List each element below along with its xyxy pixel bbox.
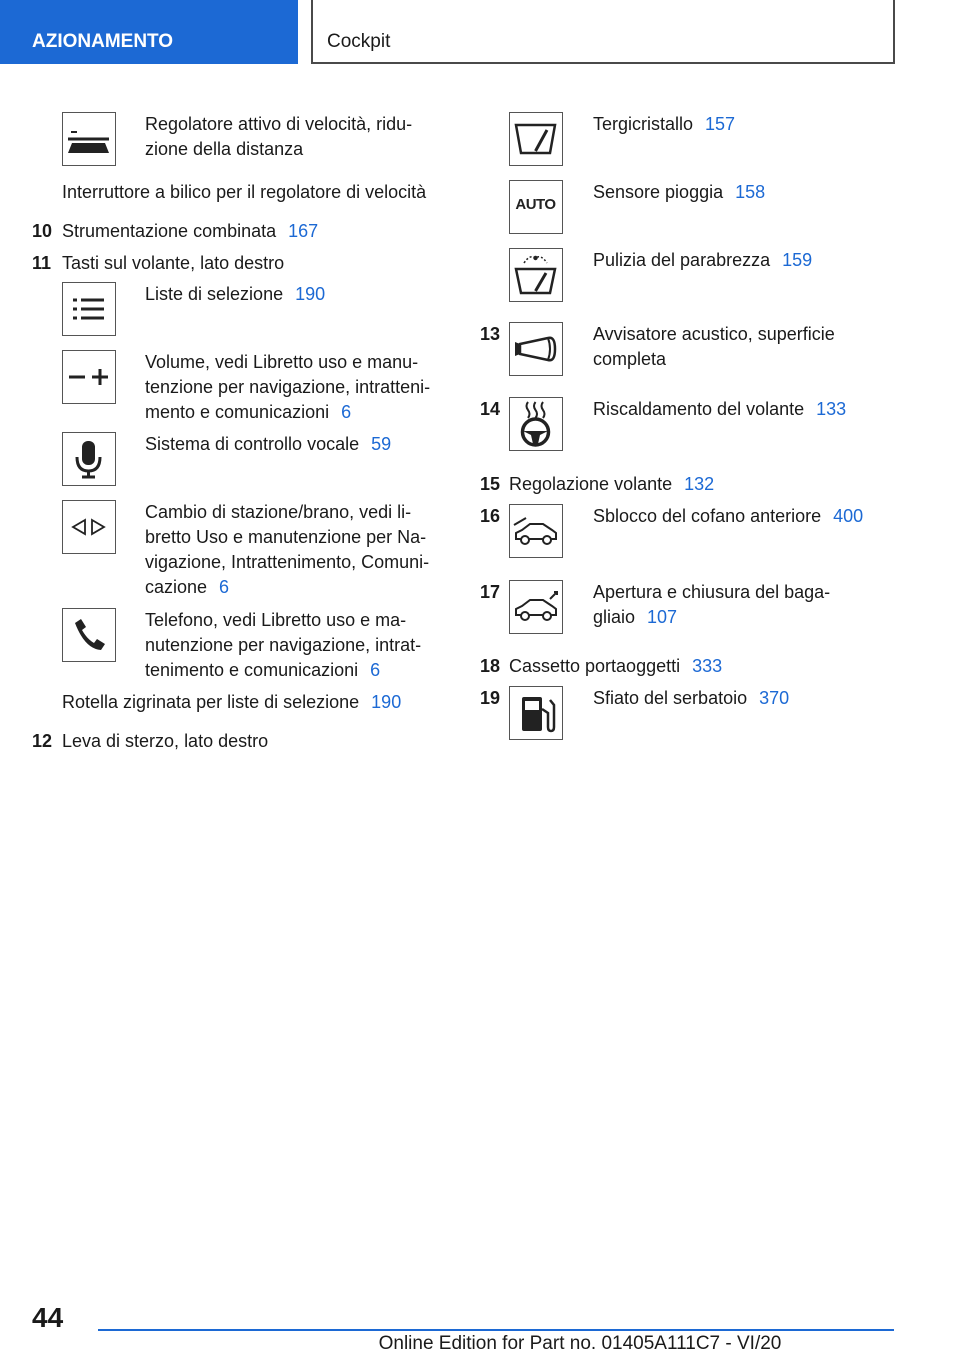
item-text-line: Tergicristallo: [593, 114, 694, 134]
item-text-rotella-zigrinata-per-liste-di-selezione: [62, 690, 401, 715]
item-text-line: Sensore pioggia: [593, 182, 724, 202]
hood-icon: [509, 504, 563, 558]
item-text-sblocco-del-cofano-anteriore: [593, 504, 863, 529]
item-text-line: Strumentazione combinata: [62, 221, 277, 241]
item-number: 18: [480, 656, 501, 676]
item-number: 17: [480, 582, 501, 602]
item-number: 15: [480, 474, 501, 494]
item-text-line: vigazione, Intrattenimento, Comuni-: [145, 552, 430, 572]
trunk-icon: [509, 580, 563, 634]
item-text-line: Cassetto portaoggetti: [509, 656, 681, 676]
item-text-volume-vedi-libretto-uso-e-manu-tenzione: [145, 350, 430, 425]
item-text-line: Sfiato del serbatoio: [593, 688, 748, 708]
auto-icon-label: AUTO: [515, 196, 556, 213]
item-text-leva-di-sterzo-lato-destro: [62, 729, 268, 754]
item-text-line: tenimento e comunicazioni: [145, 660, 359, 680]
page-reference-link[interactable]: 158: [735, 182, 766, 202]
item-text-line: Tasti sul volante, lato destro: [62, 253, 285, 273]
item-number: 10: [32, 221, 53, 241]
item-text-tergicristallo: [593, 112, 735, 137]
item-number: 12: [32, 731, 53, 751]
item-text-regolatore-attivo-di-velocit-ridu-zione-: [145, 112, 412, 162]
item-number: 13: [480, 324, 501, 344]
item-text-line: bretto Uso e manutenzione per Na-: [145, 527, 427, 547]
section-tab: AZIONAMENTO: [0, 0, 298, 64]
page-reference-link[interactable]: 159: [782, 250, 813, 270]
item-number: 14: [480, 399, 501, 419]
volume-icon: [62, 350, 116, 404]
page-reference-link[interactable]: 107: [647, 607, 678, 627]
item-text-line: Rotella zigrinata per liste di selezione: [62, 692, 360, 712]
item-text-apertura-e-chiusura-del-baga-gliaio: [593, 580, 830, 630]
item-text-line: Pulizia del parabrezza: [593, 250, 771, 270]
page-reference-link[interactable]: 6: [219, 577, 230, 597]
page-reference-link[interactable]: 190: [371, 692, 402, 712]
item-text-line: Volume, vedi Libretto uso e manu-: [145, 352, 419, 372]
skip-icon: [62, 500, 116, 554]
item-text-line: Apertura e chiusura del baga-: [593, 582, 831, 602]
item-text-sistema-di-controllo-vocale: [145, 432, 391, 457]
horn-icon: [509, 322, 563, 376]
acc-distance-icon: [62, 112, 116, 166]
item-text-line: zione della distanza: [145, 139, 304, 159]
item-text-line: tenzione per navigazione, intratteni-: [145, 377, 431, 397]
item-text-line: completa: [593, 349, 667, 369]
page-reference-link[interactable]: 167: [288, 221, 319, 241]
item-text-line: Riscaldamento del volante: [593, 399, 805, 419]
item-text-line: Regolatore attivo di velocità, ridu-: [145, 114, 413, 134]
washer-icon: [509, 248, 563, 302]
item-text-line: gliaio: [593, 607, 636, 627]
item-text-sensore-pioggia: [593, 180, 765, 205]
footer-edition: Online Edition for Part no. 01405A111C7 - VI/20: [378, 1333, 782, 1354]
page-reference-link[interactable]: 6: [341, 402, 352, 422]
page-reference-link[interactable]: 333: [692, 656, 723, 676]
item-text-interruttore-a-bilico-per-il-regolatore-: [62, 180, 426, 205]
wiper-icon: [509, 112, 563, 166]
list-icon: [62, 282, 116, 336]
item-text-cambio-di-stazione-brano-vedi-li-bretto-: [145, 500, 429, 600]
item-text-riscaldamento-del-volante: [593, 397, 846, 422]
item-text-line: Leva di sterzo, lato destro: [62, 731, 269, 751]
item-number: 11: [32, 253, 52, 273]
item-number: 19: [480, 688, 501, 708]
item-text-line: mento e comunicazioni: [145, 402, 330, 422]
item-text-strumentazione-combinata: [62, 219, 318, 244]
auto-icon: [509, 180, 563, 234]
item-text-line: Regolazione volante: [509, 474, 673, 494]
item-text-line: Telefono, vedi Libretto uso e ma-: [145, 610, 407, 630]
item-text-line: nutenzione per navigazione, intrat-: [145, 635, 422, 655]
item-text-line: Cambio di stazione/brano, vedi li-: [145, 502, 412, 522]
item-text-line: Liste di selezione: [145, 284, 284, 304]
item-text-tasti-sul-volante-lato-destro: [62, 251, 284, 276]
item-text-liste-di-selezione: [145, 282, 325, 307]
item-number: 16: [480, 506, 501, 526]
item-text-line: Interruttore a bilico per il regolatore di velocità: [62, 182, 427, 202]
page-reference-link[interactable]: 132: [684, 474, 715, 494]
item-text-line: Sblocco del cofano anteriore: [593, 506, 822, 526]
item-text-regolazione-volante: [509, 472, 714, 497]
page-reference-link[interactable]: 400: [833, 506, 864, 526]
item-text-cassetto-portaoggetti: [509, 654, 722, 679]
page-reference-link[interactable]: 190: [295, 284, 326, 304]
page-number: 44: [32, 1302, 64, 1333]
footer-divider: [98, 1329, 894, 1331]
page-reference-link[interactable]: 59: [371, 434, 392, 454]
item-text-line: Avvisatore acustico, superficie: [593, 324, 835, 344]
microphone-icon: [62, 432, 116, 486]
item-text-sfiato-del-serbatoio: [593, 686, 789, 711]
page-reference-link[interactable]: 157: [705, 114, 736, 134]
steering-heat-icon: [509, 397, 563, 451]
page-reference-link[interactable]: 133: [816, 399, 847, 419]
chapter-title: Cockpit: [311, 0, 895, 64]
item-text-line: Sistema di controllo vocale: [145, 434, 360, 454]
phone-icon: [62, 608, 116, 662]
page-reference-link[interactable]: 370: [759, 688, 790, 708]
page-reference-link[interactable]: 6: [370, 660, 381, 680]
item-text-telefono-vedi-libretto-uso-e-ma-nutenzio: [145, 608, 421, 683]
item-text-avvisatore-acustico-superficie-completa: [593, 322, 835, 372]
item-text-line: cazione: [145, 577, 208, 597]
item-text-pulizia-del-parabrezza: [593, 248, 812, 273]
fuel-icon: [509, 686, 563, 740]
